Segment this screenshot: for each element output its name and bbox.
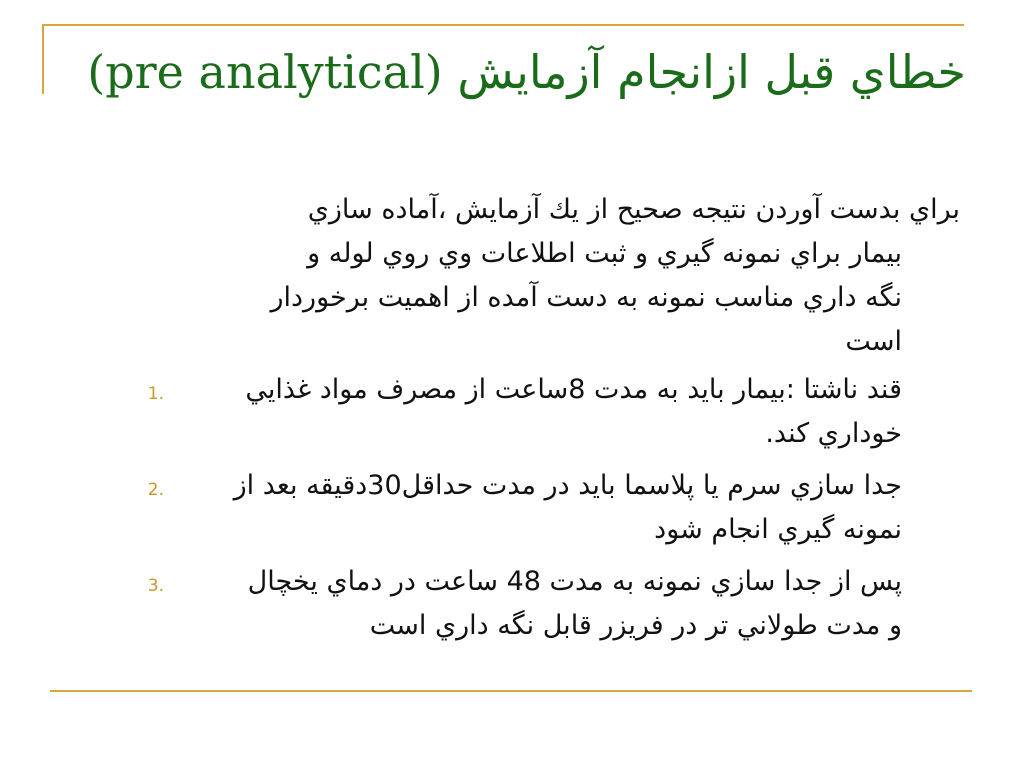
list-number: 2. bbox=[147, 480, 164, 500]
list-item bbox=[147, 560, 960, 648]
intro-line: است bbox=[845, 326, 902, 357]
slide-body bbox=[147, 188, 960, 656]
list-item bbox=[147, 464, 960, 552]
frame-bottom-line bbox=[50, 690, 972, 692]
frame-top-line bbox=[42, 24, 964, 26]
intro-line: نگه داري مناسب نمونه به دست آمده از اهميت برخوردار bbox=[270, 282, 902, 313]
frame-left-line bbox=[42, 24, 44, 94]
list-item-line: خوداري كند. bbox=[765, 418, 902, 449]
list-item bbox=[147, 368, 960, 456]
list-item-line: و مدت طولاني تر در فريزر قابل نگه داري است bbox=[369, 610, 902, 641]
intro-line: براي بدست آوردن نتيجه صحيح از يك آزمايش ،آماده سازي bbox=[307, 194, 960, 225]
list-item-line: نمونه گيري انجام شود bbox=[654, 514, 902, 545]
intro-line: بيمار براي نمونه گيري و ثبت اطلاعات وي روي لوله و bbox=[307, 238, 902, 269]
list-number: 3. bbox=[147, 576, 164, 596]
list-item-line: پس از جدا سازي نمونه به مدت 48 ساعت در دماي يخچال bbox=[247, 566, 902, 597]
list-item-text bbox=[160, 560, 960, 648]
list-item-line: جدا سازي سرم يا پلاسما بايد در مدت حداقل30دقيقه بعد از bbox=[233, 470, 902, 501]
list-item-text bbox=[160, 368, 960, 456]
list-number: 1. bbox=[147, 384, 164, 404]
slide-title: خطاي قبل ازانجام آزمايش (pre analytical) bbox=[87, 45, 966, 99]
list-item-line: قند ناشتا :بيمار بايد به مدت 8ساعت از مصرف مواد غذايي bbox=[245, 374, 902, 405]
list-item-text bbox=[160, 464, 960, 552]
intro-paragraph bbox=[160, 188, 960, 364]
